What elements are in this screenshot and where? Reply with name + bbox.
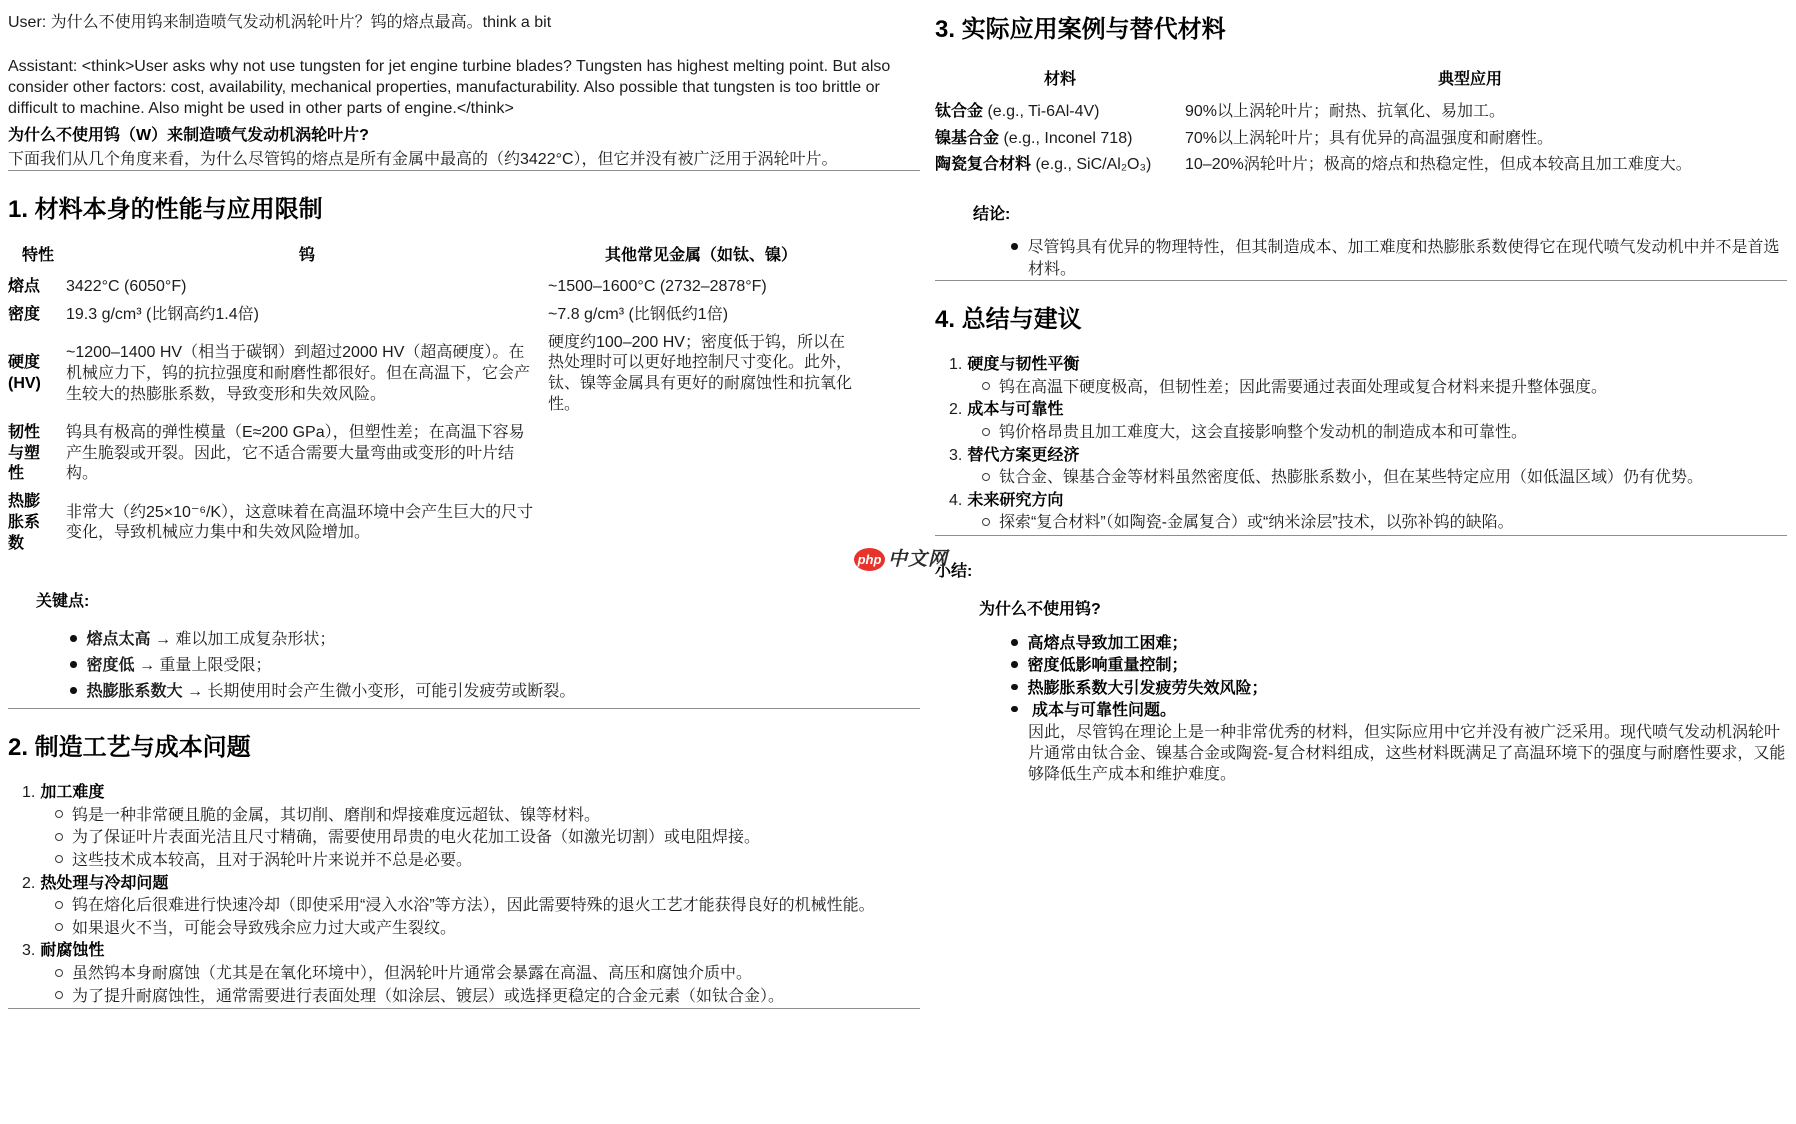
- left-page: [8, 8, 920, 1009]
- section-divider: [935, 535, 1787, 536]
- item-number: 1.: [949, 356, 963, 374]
- list-item: 钨是一种非常硬且脆的金属，其切削、磨削和焊接难度远超钛、镍等材料。: [55, 805, 920, 826]
- watermark-site-name: 中文网: [888, 549, 949, 570]
- closing-paragraph: 因此，尽管钨在理论上是一种非常优秀的材料，但实际应用中它并没有被广泛采用。现代喷气发动机涡轮叶片通常由钛合金、镍基合金或陶瓷-复合材料组成，这些材料既满足了高温环境下的强度与耐磨性要求，又能够降低生产成本和维护难度。: [1028, 723, 1786, 783]
- table-row: [8, 419, 854, 488]
- keypoint-detail: → 长期使用时会产生微小变形，可能引发疲劳或断裂。: [182, 683, 576, 701]
- row-label: 熔点: [8, 278, 41, 296]
- row-label: 韧性与塑性: [8, 423, 41, 483]
- keypoint-term: 密度低: [86, 657, 135, 675]
- conclusion-list: [935, 237, 1787, 279]
- list-item: [70, 629, 920, 650]
- table-row: [8, 329, 854, 419]
- section-divider: [8, 708, 920, 709]
- user-message: User: 为什么不使用钨来制造喷气发动机涡轮叶片？钨的熔点最高。think a bit: [8, 14, 552, 31]
- list-item: 钨价格昂贵且加工难度大，这会直接影响整个发动机的制造成本和可靠性。: [982, 422, 1787, 443]
- item-title: 耐腐蚀性: [40, 942, 105, 960]
- list-item: [949, 354, 1787, 398]
- tungsten-value: 非常大（约25×10⁻⁶/K），这意味着在高温环境中会产生巨大的尺寸变化，导致机械应力集中和失效风险增加。: [66, 503, 534, 542]
- summary-bullet-title: 成本与可靠性问题。: [1031, 701, 1176, 719]
- item-title: 加工难度: [40, 784, 105, 802]
- php-cn-watermark: [854, 547, 948, 572]
- item-title: 热处理与冷却问题: [40, 874, 169, 892]
- list-item: 为了保证叶片表面光洁且尺寸精确，需要使用昂贵的电火花加工设备（如激光切割）或电阻焊接。: [55, 827, 920, 848]
- tungsten-value: 3422°C (6050°F): [66, 278, 187, 296]
- list-item: [949, 445, 1787, 489]
- list-item: [1011, 700, 1787, 785]
- list-item: [22, 782, 920, 871]
- list-item: [70, 655, 920, 676]
- section3-title: 3. 实际应用案例与替代材料: [935, 16, 1226, 43]
- assistant-think-message: Assistant: <think>User asks why not use tungsten for jet engine turbine blades? Tungsten has highest melting point. But also consider other factors: cost, availability, mechanical properties, manufacturability. Also possible that tungsten is too brittle or difficult to machine. Also might be used in other parts of engine.</think>: [8, 58, 891, 118]
- material-name: 钛合金: [935, 102, 984, 120]
- material-name: 陶瓷复合材料: [935, 156, 1032, 174]
- summary-question: 为什么不使用钨?: [979, 601, 1101, 619]
- section-divider: [935, 280, 1787, 281]
- list-item: [949, 399, 1787, 443]
- material-example: (e.g., Inconel 718): [999, 129, 1133, 147]
- sub-list: [22, 963, 920, 1007]
- section-divider: [8, 170, 920, 171]
- main-question-heading: 为什么不使用钨（W）来制造喷气发动机涡轮叶片?: [8, 127, 369, 145]
- tungsten-value: ~1200–1400 HV（相当于碳钢）到超过2000 HV（超高硬度）。在机械应力下，钨的抗拉强度和耐磨性都很好。但在高温下，它会产生较大的热膨胀系数，导致变形和失效风险。: [66, 344, 531, 403]
- material-properties-table: [8, 242, 854, 558]
- list-item: 钨在熔化后很难进行快速冷却（即使采用“浸入水浴”等方法），因此需要特殊的退火工艺才能获得良好的机械性能。: [55, 895, 920, 916]
- row-label: 密度: [8, 305, 41, 323]
- column-header-application: 典型应用: [1437, 71, 1502, 89]
- table-header-row: [8, 242, 854, 273]
- item-title: 未来研究方向: [967, 491, 1064, 509]
- item-number: 4.: [949, 491, 963, 509]
- summary-label: 小结:: [935, 563, 973, 581]
- other-metal-value: 硬度约100–200 HV；密度低于钨，所以在热处理时可以更好地控制尺寸变化。此外，钛、镍等金属具有更好的耐腐蚀性和抗氧化性。: [548, 333, 853, 414]
- section1-title: 1. 材料本身的性能与应用限制: [8, 195, 323, 223]
- php-logo-icon: [854, 548, 885, 571]
- row-label: 硬度 (HV): [8, 354, 41, 393]
- sub-list: [22, 805, 920, 871]
- item-number: 3.: [22, 942, 36, 960]
- sub-list: [949, 377, 1787, 398]
- summary-recommendations-list: [935, 354, 1787, 533]
- keypoints-label: 关键点:: [36, 593, 90, 611]
- list-item: 这些技术成本较高，且对于涡轮叶片来说并不总是必要。: [55, 850, 920, 871]
- tungsten-value: 19.3 g/cm³ (比钢高约1.4倍): [66, 305, 259, 323]
- column-header-material: 材料: [1043, 71, 1076, 89]
- section-divider: [8, 1008, 920, 1009]
- keypoint-term: 熔点太高: [86, 631, 151, 649]
- material-cell: [935, 152, 1185, 179]
- list-item: 虽然钨本身耐腐蚀（尤其是在氧化环境中），但涡轮叶片通常会暴露在高温、高压和腐蚀介质中。: [55, 963, 920, 984]
- right-page: [935, 8, 1787, 786]
- keypoints-list: [8, 629, 920, 702]
- tungsten-value: 钨具有极高的弹性模量（E≈200 GPa），但塑性差；在高温下容易产生脆裂或开裂。因此，它不适合需要大量弯曲或变形的叶片结构。: [66, 423, 525, 483]
- intro-paragraph: 下面我们从几个角度来看，为什么尽管钨的熔点是所有金属中最高的（约3422°C），但它并没有被广泛用于涡轮叶片。: [8, 150, 838, 168]
- table-row: [935, 126, 1755, 153]
- application-cell: 10–20%涡轮叶片；极高的熔点和热稳定性，但成本较高且加工难度大。: [1185, 156, 1692, 174]
- list-item: 探索“复合材料”（如陶瓷-金属复合）或“纳米涂层”技术，以弥补钨的缺陷。: [982, 512, 1787, 533]
- list-item: 尽管钨具有优异的物理特性，但其制造成本、加工难度和热膨胀系数使得它在现代喷气发动机中并不是首选材料。: [1011, 237, 1787, 279]
- column-header-tungsten: 钨: [298, 246, 315, 264]
- material-example: (e.g., Ti-6Al-4V): [983, 102, 1100, 120]
- table-row: [8, 301, 854, 329]
- php-logo-text: php: [857, 551, 882, 567]
- row-label: 热膨胀系数: [8, 493, 41, 552]
- other-metal-value: ~1500–1600°C (2732–2878°F): [548, 278, 767, 296]
- item-number: 2.: [949, 401, 963, 419]
- item-title: 成本与可靠性: [967, 401, 1064, 419]
- manufacturing-issues-list: [8, 782, 920, 1007]
- list-item: 为了提升耐腐蚀性，通常需要进行表面处理（如涂层、镀层）或选择更稳定的合金元素（如钛合金）。: [55, 986, 920, 1007]
- list-item: [22, 940, 920, 1006]
- list-item: [22, 873, 920, 939]
- table-row: [8, 489, 854, 558]
- table-header-row: [935, 67, 1755, 99]
- alternative-materials-table: [935, 67, 1755, 180]
- item-number: 1.: [22, 784, 36, 802]
- table-row: [935, 152, 1755, 179]
- other-metal-value: [548, 489, 854, 558]
- item-title: 硬度与韧性平衡: [967, 356, 1080, 374]
- sub-list: [949, 512, 1787, 533]
- summary-bullet-list: [935, 633, 1787, 785]
- sub-list: [949, 467, 1787, 488]
- material-cell: [935, 126, 1185, 153]
- table-row: [8, 274, 854, 302]
- material-cell: [935, 99, 1185, 126]
- list-item: 热膨胀系数大引发疲劳失效风险；: [1011, 678, 1787, 699]
- list-item: [70, 681, 920, 702]
- column-header-other-metals: 其他常见金属（如钛、镍）: [604, 246, 797, 264]
- conclusion-label: 结论:: [973, 206, 1011, 224]
- material-example: (e.g., SiC/Al₂O₃): [1031, 156, 1152, 174]
- sub-list: [949, 422, 1787, 443]
- item-number: 2.: [22, 874, 36, 892]
- column-header-property: 特性: [22, 246, 55, 264]
- application-cell: 90%以上涡轮叶片；耐热、抗氧化、易加工。: [1185, 102, 1506, 120]
- section4-title: 4. 总结与建议: [935, 305, 1082, 333]
- table-row: [935, 99, 1755, 126]
- section2-title: 2. 制造工艺与成本问题: [8, 733, 251, 761]
- application-cell: 70%以上涡轮叶片；具有优异的高温强度和耐磨性。: [1185, 129, 1554, 147]
- list-item: [949, 490, 1787, 534]
- list-item: 密度低影响重量控制；: [1011, 655, 1787, 676]
- list-item: 如果退火不当，可能会导致残余应力过大或产生裂纹。: [55, 918, 920, 939]
- keypoint-detail: → 难以加工成复杂形状；: [150, 631, 336, 649]
- list-item: 钛合金、镍基合金等材料虽然密度低、热膨胀系数小，但在某些特定应用（如低温区域）仍有优势。: [982, 467, 1787, 488]
- item-title: 替代方案更经济: [967, 446, 1080, 464]
- other-metal-value: ~7.8 g/cm³ (比钢低约1倍): [548, 305, 729, 323]
- sub-list: [22, 895, 920, 939]
- keypoint-detail: → 重量上限受限；: [134, 657, 272, 675]
- list-item: 高熔点导致加工困难；: [1011, 633, 1787, 654]
- item-number: 3.: [949, 446, 963, 464]
- other-metal-value: [548, 419, 854, 488]
- keypoint-term: 热膨胀系数大: [86, 683, 183, 701]
- material-name: 镍基合金: [935, 129, 1000, 147]
- list-item: 钨在高温下硬度极高，但韧性差；因此需要通过表面处理或复合材料来提升整体强度。: [982, 377, 1787, 398]
